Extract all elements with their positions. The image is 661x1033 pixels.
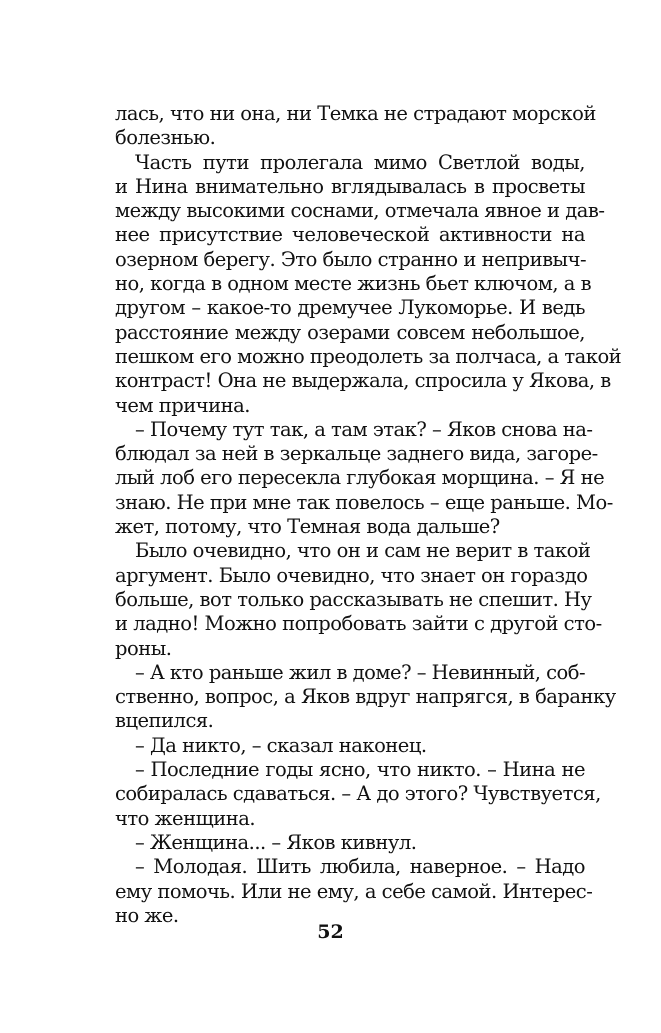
paragraph-start: – А кто раньше жил в доме? – Невинный, соб- <box>135 660 586 684</box>
text-line: жет, потому, что Темная вода дальше? <box>115 515 500 539</box>
text-line: нее присутствие человеческой активности на <box>115 223 585 247</box>
text-line: чем причина. <box>115 393 250 417</box>
text-line: другом – какое-то дремучее Лукоморье. И ведь <box>115 296 585 320</box>
text-line: аргумент. Было очевидно, что знает он гораздо <box>115 563 588 587</box>
paragraph-start: – Последние годы ясно, что никто. – Нина не <box>135 758 585 782</box>
text-line: но, когда в одном месте жизнь бьет ключом, а в <box>115 272 592 296</box>
text-line: и ладно! Можно попробовать зайти с другой сто- <box>115 612 602 636</box>
paragraph-start: – Молодая. Шить любила, наверное. – Надо <box>135 855 585 879</box>
text-line: собиралась сдаваться. – А до этого? Чувствуется, <box>115 782 601 806</box>
paragraph-start: – Да никто, – сказал наконец. <box>135 733 427 757</box>
text-line: блюдал за ней в зеркальце заднего вида, загоре- <box>115 442 598 466</box>
text-line: и Нина внимательно вглядывалась в просветы <box>115 174 585 198</box>
paragraph-start: Было очевидно, что он и сам не верит в такой <box>135 539 591 563</box>
text-line: болезнью. <box>115 126 216 150</box>
text-line: пешком его можно преодолеть за полчаса, а такой <box>115 344 622 368</box>
paragraph-start: Часть пути пролегала мимо Светлой воды, <box>135 150 585 174</box>
text-line: ему помочь. Или не ему, а себе самой. Интерес- <box>115 879 593 903</box>
text-line: расстояние между озерами совсем небольшое, <box>115 320 585 344</box>
text-line: озерном берегу. Это было странно и непривыч- <box>115 247 587 271</box>
text-line: но же. <box>115 903 179 927</box>
text-line: лый лоб его пересекла глубокая морщина. – Я не <box>115 466 605 490</box>
text-line: больше, вот только рассказывать не спешит. Ну <box>115 587 592 611</box>
page-number: 52 <box>317 921 344 943</box>
text-line: лась, что ни она, ни Темка не страдают морской <box>115 102 596 125</box>
text-line: вцепился. <box>115 709 214 733</box>
paragraph-start: – Почему тут так, а там этак? – Яков снова на- <box>135 417 593 441</box>
text-line: контраст! Она не выдержала, спросила у Якова, в <box>115 369 611 393</box>
paragraph-start: – Женщина... – Яков кивнул. <box>135 830 417 854</box>
text-line: знаю. Не при мне так повелось – еще раньше. Мо- <box>115 490 613 514</box>
text-line: роны. <box>115 636 172 660</box>
text-line: между высокими соснами, отмечала явное и дав- <box>115 199 605 223</box>
body-text <box>115 102 622 928</box>
text-line: что женщина. <box>115 806 256 830</box>
text-line: ственно, вопрос, а Яков вдруг напрягся, в баранку <box>115 685 616 709</box>
